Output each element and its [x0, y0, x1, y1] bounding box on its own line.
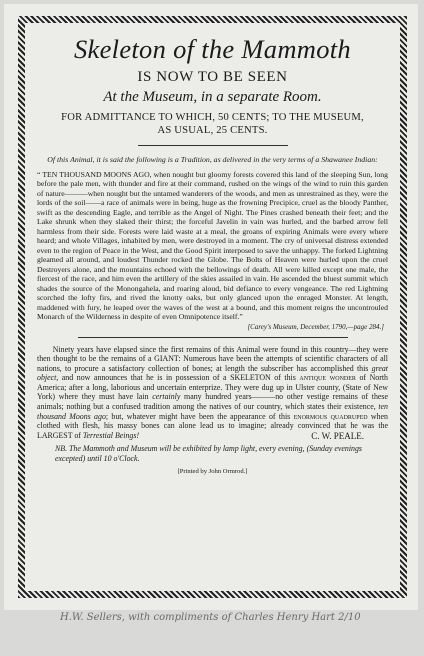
poster-subtitle: IS NOW TO BE SEEN — [137, 69, 288, 85]
divider — [138, 145, 288, 146]
divider — [78, 337, 348, 338]
announcement-part: when clothed with flesh, his massy bones can alone lead us to imagine; already convinced that he was the LARGEST of — [37, 411, 388, 440]
announcement-emphasis: great object — [37, 363, 388, 383]
decorative-border — [18, 16, 407, 598]
announcement-text — [37, 345, 388, 441]
announcement-part: ; but, whatever might have been the appearance of this — [105, 411, 294, 421]
citation: [Carey's Museum, December, 1790,—page 284.] — [247, 322, 384, 331]
announcement-emphasis: enormous quadruped — [293, 411, 368, 421]
announcement-part: , and now announces that he is in possession of a SKELETON of this — [56, 373, 300, 383]
exhibition-note-text: NB. The Mammoth and Museum will be exhibited by lamp light, every evening, (Sunday evenings excepted) until 10 o'Clock. — [55, 444, 363, 464]
announcement-part: many hundred years———no other vestige remains of these animals; nothing but a confused tradition among the natives of our country, which states their existence, — [37, 392, 388, 412]
announcement-emphasis: certainly — [152, 392, 181, 402]
tradition-text: “ TEN THOUSAND MOONS AGO, when nought but gloomy forests covered this land of the sleeping Sun, long before the pale men, with thunder and fire at their command, rushed on the wings of the wind to ruin this garden of nature———when nought but the untamed wanderers of the woods, and men as unrestrained as they, were the lords of the soil——a race of animals were in being, huge as the frowning Precipice, cruel as the bloody Panther, swift as the descending Eagle, and terrible as the Angel of Night. The Pines crashed beneath their feet; and the Lake shrunk when they slaked their thirst; the forceful Javelin in vain was hurled, and the barbed arrow fell harmless from their side. Forests were laid waste at a meal, the groans of expiring Animals were every where heard; and whole Villages, inhabited by men, were destroyed in a moment. The cry of universal distress extended even to the region of Peace in the West, and the Good Spirit interposed to save the unhappy. The forked Lightning gleamed all around, and loudest Thunder rocked the Globe. The Bolts of Heaven were hurled upon the cruel Destroyers alone, and the mountains echoed with the bellowings of death. All were killed except one male, the fiercest of the race, and him even the artillery of the skies assailed in vain. He ascended the bluest summit which shades the source of the Monongahela, and roaring aloud, bid defiance to every vengeance. The red Lightning scorched the lofty firs, and rived the knotty oaks, but only glanced upon the enraged Monster. At length, maddened with fury, he leaped over the waves of the west at a bound, and this moment reigns the uncontrouled Monarch of the Wilderness in despite of even Omnipotence itself.” — [37, 169, 388, 321]
location-line: At the Museum, in a separate Room. — [103, 89, 322, 105]
announcement-emphasis: Terrestial Beings! — [82, 430, 140, 440]
handwritten-inscription: H.W. Sellers, with compliments of Charles Henry Hart 2/10 — [60, 612, 361, 623]
announcement-emphasis: antique wonder — [299, 373, 356, 383]
admittance-line-1: FOR ADMITTANCE TO WHICH, 50 CENTS; TO THE MUSEUM, — [61, 112, 364, 123]
signature: C. W. PEALE. — [311, 431, 364, 442]
broadside-sheet — [4, 4, 418, 610]
announcement-part: of North America; after a long, laborious and uncertain enterprize. They were dug up in Ulster county, (State of New York) where they must have lain — [37, 373, 388, 402]
exhibition-note — [55, 444, 388, 463]
announcement-part: Ninety years have elapsed since the first remains of this Animal were found in this country—they were then thought to be the remains of a GIANT: Numerous have been the attempts of scientific characters of all nations, to procure a satisfactory collection of bones; at length the subscriber has accomplished this — [37, 344, 388, 373]
tradition-intro: Of this Animal, it is said the following is a Tradition, as delivered in the very terms of a Shawanee Indian: — [47, 155, 378, 164]
poster-title: Skeleton of the Mammoth — [74, 34, 351, 64]
printer-imprint: [Printed by John Ormrod.] — [177, 467, 248, 475]
announcement-emphasis: ten thousand Moons ago — [37, 402, 388, 421]
admittance-line-2: AS USUAL, 25 CENTS. — [157, 125, 268, 136]
